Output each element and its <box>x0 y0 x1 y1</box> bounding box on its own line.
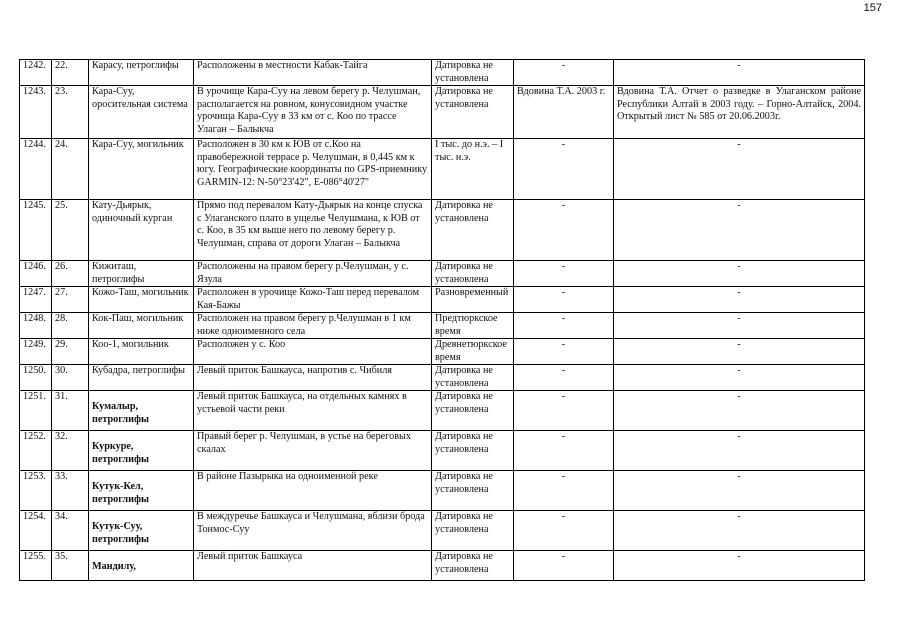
row-subnumber-cell <box>52 551 89 581</box>
monument-name-cell <box>89 471 194 511</box>
monument-dating-cell <box>432 431 514 471</box>
research-report: - <box>737 60 741 71</box>
research-report: - <box>737 139 741 150</box>
monument-location: Расположен у с. Коо <box>197 339 286 350</box>
row-subnumber-cell <box>52 511 89 551</box>
research-author: - <box>561 339 566 350</box>
monument-dating: Древнетюркское время <box>435 339 507 363</box>
monument-name: Кижиташ, петроглифы <box>92 261 145 285</box>
monument-dating: Датировка не установлена <box>435 261 493 285</box>
monument-name-cell <box>89 313 194 339</box>
monument-location: Левый приток Башкауса, напротив с. Чибиля <box>197 365 392 376</box>
monument-location: Расположен в 30 км к ЮВ от с.Коо на правобережной террасе р. Челушман, в 0,445 км к югу. Географические координаты по GPS-приемнику GARMIN-12: N-50°23'42", E-086°40'27" <box>197 139 428 188</box>
page-number: 157 <box>863 2 882 14</box>
monument-dating-cell <box>432 365 514 391</box>
research-report-cell <box>614 60 865 86</box>
row-number: 1248. <box>23 313 46 324</box>
row-subnumber: 33. <box>55 471 68 482</box>
table-body <box>20 60 865 581</box>
monument-name: Кок-Паш, могильник <box>92 313 184 324</box>
row-subnumber: 28. <box>55 313 68 324</box>
research-report-cell <box>614 139 865 200</box>
row-subnumber-cell <box>52 261 89 287</box>
row-number: 1242. <box>23 60 46 71</box>
monument-location-cell <box>194 261 432 287</box>
research-report: Вдовина Т.А. Отчет о разведке в Улаганском районе Республики Алтай в 2003 году. – Горно-Алтайск, 2004. Открытый лист № 585 от 20.06.2003г. <box>617 86 861 122</box>
research-author-cell <box>514 60 614 86</box>
row-number-cell <box>20 139 52 200</box>
monument-name: Кутук-Суу, петроглифы <box>92 521 149 545</box>
monument-name: Карасу, петроглифы <box>92 60 179 71</box>
research-report: - <box>737 365 741 376</box>
research-author-cell <box>514 200 614 261</box>
row-subnumber-cell <box>52 60 89 86</box>
research-author-cell <box>514 471 614 511</box>
row-subnumber-cell <box>52 200 89 261</box>
research-author-cell <box>514 261 614 287</box>
row-number-cell <box>20 431 52 471</box>
row-subnumber-cell <box>52 313 89 339</box>
row-number: 1253. <box>23 471 46 482</box>
monument-dating: Датировка не установлена <box>435 200 493 224</box>
monument-name: Коо-1, могильник <box>92 339 169 350</box>
row-number: 1245. <box>23 200 46 211</box>
monument-dating-cell <box>432 60 514 86</box>
monument-dating-cell <box>432 313 514 339</box>
research-author-cell <box>514 511 614 551</box>
monument-name-cell <box>89 261 194 287</box>
table-row <box>20 261 865 287</box>
monument-name-cell <box>89 86 194 139</box>
row-subnumber-cell <box>52 471 89 511</box>
table-row <box>20 551 865 581</box>
monument-dating: Датировка не установлена <box>435 471 493 495</box>
monument-name: Кату-Дьярык, одиночный курган <box>92 200 173 224</box>
monument-dating: Датировка не установлена <box>435 551 493 575</box>
monument-name: Кара-Суу, оросительная система <box>92 86 188 110</box>
research-report: - <box>737 287 741 298</box>
monument-location: В урочище Кара-Суу на левом берегу р. Челушман, располагается на ровном, конусовидном участке урочища Кара-Суу в 33 км от с. Коо по трассе Улаган – Балыкча <box>197 86 421 135</box>
row-subnumber: 22. <box>55 60 68 71</box>
table-row <box>20 339 865 365</box>
row-subnumber-cell <box>52 431 89 471</box>
row-subnumber-cell <box>52 86 89 139</box>
monument-location-cell <box>194 471 432 511</box>
research-report-cell <box>614 287 865 313</box>
row-number-cell <box>20 60 52 86</box>
monument-name-cell <box>89 551 194 581</box>
row-number: 1247. <box>23 287 46 298</box>
research-author: - <box>561 551 566 562</box>
row-subnumber: 29. <box>55 339 68 350</box>
table-row <box>20 365 865 391</box>
monument-name-cell <box>89 287 194 313</box>
research-author: - <box>561 511 566 522</box>
monument-name: Куркуре, петроглифы <box>92 441 149 465</box>
monument-location: Расположены в местности Кабак-Тайга <box>197 60 368 71</box>
monument-name: Кожо-Таш, могильник <box>92 287 189 298</box>
table-row <box>20 200 865 261</box>
monument-dating: Датировка не установлена <box>435 511 493 535</box>
research-report: - <box>737 431 741 442</box>
monument-dating: Разновременный <box>435 287 509 298</box>
row-number: 1255. <box>23 551 46 562</box>
monument-location-cell <box>194 287 432 313</box>
research-author-cell <box>514 313 614 339</box>
row-number-cell <box>20 551 52 581</box>
research-report-cell <box>614 551 865 581</box>
monument-location-cell <box>194 431 432 471</box>
monument-dating: I тыс. до н.э. – I тыс. н.э. <box>435 139 504 163</box>
monument-name: Кубадра, петроглифы <box>92 365 185 376</box>
row-subnumber-cell <box>52 287 89 313</box>
row-subnumber: 27. <box>55 287 68 298</box>
monument-location-cell <box>194 86 432 139</box>
research-author: - <box>561 391 566 402</box>
row-subnumber-cell <box>52 391 89 431</box>
row-subnumber: 24. <box>55 139 68 150</box>
research-report-cell <box>614 431 865 471</box>
research-report: - <box>737 339 741 350</box>
monument-location: Расположен на правом берегу р.Челушман в 1 км ниже одноименного села <box>197 313 411 337</box>
research-report: - <box>737 313 741 324</box>
row-number-cell <box>20 339 52 365</box>
row-subnumber: 34. <box>55 511 68 522</box>
research-author-cell <box>514 339 614 365</box>
research-author: - <box>561 287 566 298</box>
monument-name-cell <box>89 139 194 200</box>
research-report: - <box>737 471 741 482</box>
monument-location: Расположены на правом берегу р.Челушман, у с. Язула <box>197 261 409 285</box>
research-author: Вдовина Т.А. 2003 г. <box>517 86 606 97</box>
research-author-cell <box>514 431 614 471</box>
monument-dating-cell <box>432 261 514 287</box>
research-author-cell <box>514 287 614 313</box>
research-author: - <box>561 139 566 150</box>
monument-location: Правый берег р. Челушман, в устье на береговых скалах <box>197 431 411 455</box>
monument-dating-cell <box>432 86 514 139</box>
monument-location-cell <box>194 200 432 261</box>
row-number-cell <box>20 261 52 287</box>
monument-dating-cell <box>432 287 514 313</box>
monument-dating: Предтюркское время <box>435 313 498 337</box>
monument-dating-cell <box>432 471 514 511</box>
research-report-cell <box>614 261 865 287</box>
monument-dating: Датировка не установлена <box>435 86 493 110</box>
monument-dating-cell <box>432 391 514 431</box>
monument-name-cell <box>89 511 194 551</box>
research-report: - <box>737 551 741 562</box>
row-number: 1250. <box>23 365 46 376</box>
monument-dating-cell <box>432 339 514 365</box>
research-author: - <box>561 471 566 482</box>
monument-location-cell <box>194 339 432 365</box>
research-report-cell <box>614 391 865 431</box>
monument-name: Мандилу, <box>92 561 136 572</box>
monument-name: Кара-Суу, могильник <box>92 139 184 150</box>
row-subnumber: 25. <box>55 200 68 211</box>
research-author: - <box>561 200 566 211</box>
monument-location-cell <box>194 391 432 431</box>
monument-name-cell <box>89 60 194 86</box>
research-author-cell <box>514 139 614 200</box>
research-author-cell <box>514 86 614 139</box>
monument-location-cell <box>194 139 432 200</box>
monument-dating: Датировка не установлена <box>435 391 493 415</box>
monument-dating-cell <box>432 139 514 200</box>
table-row <box>20 471 865 511</box>
row-number: 1246. <box>23 261 46 272</box>
monument-dating: Датировка не установлена <box>435 60 493 84</box>
row-number-cell <box>20 313 52 339</box>
row-number-cell <box>20 365 52 391</box>
monument-location: Левый приток Башкауса <box>197 551 303 562</box>
monument-name-cell <box>89 391 194 431</box>
row-subnumber: 32. <box>55 431 68 442</box>
row-subnumber: 30. <box>55 365 68 376</box>
research-report-cell <box>614 471 865 511</box>
research-author: - <box>561 261 566 272</box>
monument-location: Левый приток Башкауса, на отдельных камнях в устьевой части реки <box>197 391 407 415</box>
row-number-cell <box>20 471 52 511</box>
monument-name-cell <box>89 365 194 391</box>
monument-name-cell <box>89 431 194 471</box>
research-author: - <box>561 60 566 71</box>
research-author: - <box>561 431 566 442</box>
row-subnumber-cell <box>52 139 89 200</box>
research-report-cell <box>614 365 865 391</box>
research-author: - <box>561 313 566 324</box>
table-row <box>20 511 865 551</box>
research-report: - <box>737 391 741 402</box>
monument-dating: Датировка не установлена <box>435 431 493 455</box>
table-row <box>20 313 865 339</box>
monument-name-cell <box>89 339 194 365</box>
row-number: 1251. <box>23 391 46 402</box>
monument-location: В междуречье Башкауса и Челушмана, вблизи брода Тонмос-Суу <box>197 511 425 535</box>
row-number-cell <box>20 200 52 261</box>
row-number: 1252. <box>23 431 46 442</box>
monument-dating: Датировка не установлена <box>435 365 493 389</box>
research-report: - <box>737 261 741 272</box>
row-number: 1249. <box>23 339 46 350</box>
row-subnumber-cell <box>52 365 89 391</box>
research-author-cell <box>514 551 614 581</box>
monument-dating-cell <box>432 511 514 551</box>
monument-location-cell <box>194 365 432 391</box>
monument-location-cell <box>194 313 432 339</box>
row-subnumber-cell <box>52 339 89 365</box>
monument-location-cell <box>194 60 432 86</box>
table-row <box>20 60 865 86</box>
research-report-cell <box>614 339 865 365</box>
monument-name-cell <box>89 200 194 261</box>
monument-name: Кумалыр, петроглифы <box>92 401 149 425</box>
row-number-cell <box>20 391 52 431</box>
table-row <box>20 139 865 200</box>
research-report: - <box>737 200 741 211</box>
research-author: - <box>561 365 566 376</box>
row-number-cell <box>20 287 52 313</box>
research-author-cell <box>514 365 614 391</box>
monument-dating-cell <box>432 551 514 581</box>
row-subnumber: 23. <box>55 86 68 97</box>
research-report: - <box>737 511 741 522</box>
monument-dating-cell <box>432 200 514 261</box>
row-subnumber: 31. <box>55 391 68 402</box>
research-report-cell <box>614 200 865 261</box>
monument-location: В районе Пазырыка на одноименной реке <box>197 471 378 482</box>
research-report-cell <box>614 313 865 339</box>
research-report-cell <box>614 86 865 139</box>
table-row <box>20 431 865 471</box>
row-subnumber: 26. <box>55 261 68 272</box>
monument-location: Прямо под перевалом Кату-Дьярык на конце спуска с Улаганского плато в ущелье Челушмана, к ЮВ от с. Коо, в 35 км выше него по левому берегу р. Челушман, справа от дороги Улаган – Балыкча <box>197 200 423 249</box>
monument-location: Расположен в урочище Кожо-Таш перед перевалом Кая-Бажы <box>197 287 420 311</box>
monument-location-cell <box>194 551 432 581</box>
row-number-cell <box>20 511 52 551</box>
row-number: 1254. <box>23 511 46 522</box>
monument-location-cell <box>194 511 432 551</box>
monument-name: Кутук-Кел, петроглифы <box>92 481 149 505</box>
research-author-cell <box>514 391 614 431</box>
table-row <box>20 391 865 431</box>
monuments-table <box>19 59 865 581</box>
row-number: 1244. <box>23 139 46 150</box>
research-report-cell <box>614 511 865 551</box>
table-row <box>20 287 865 313</box>
table-row <box>20 86 865 139</box>
row-number-cell <box>20 86 52 139</box>
row-number: 1243. <box>23 86 46 97</box>
row-subnumber: 35. <box>55 551 68 562</box>
